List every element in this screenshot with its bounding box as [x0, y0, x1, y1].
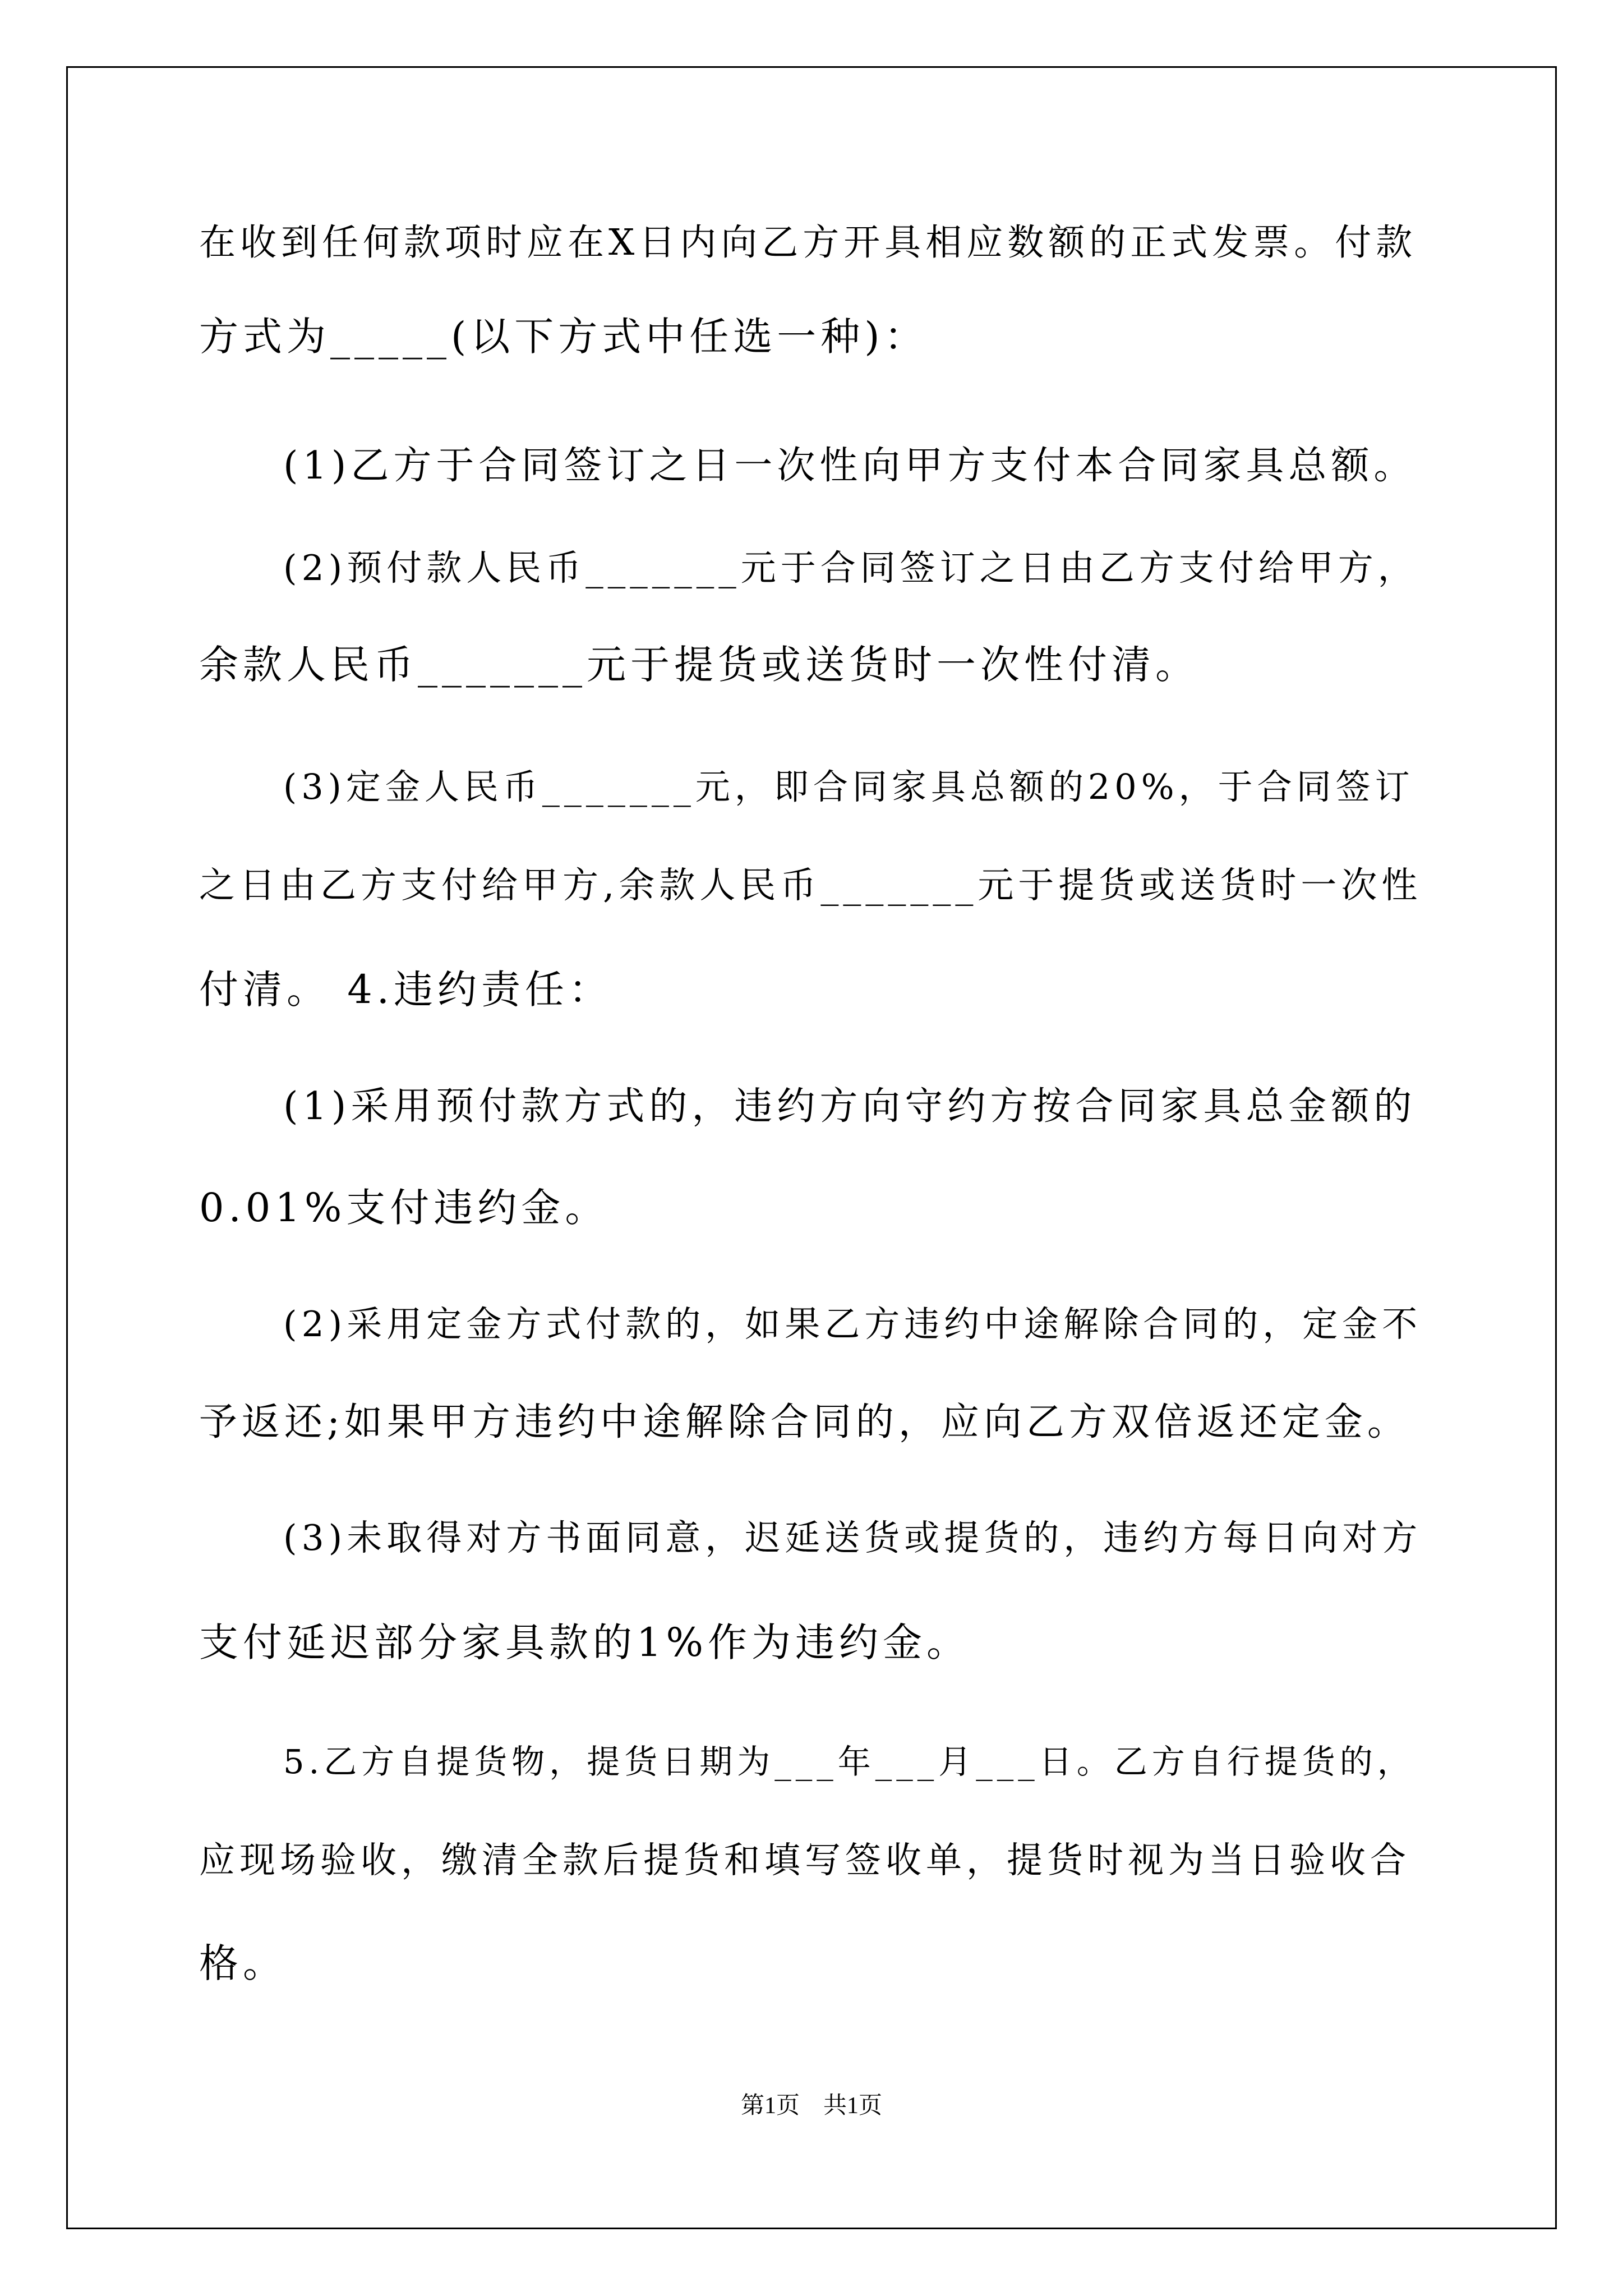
page-border [66, 66, 1557, 2229]
text-line: 余款人民币_______元于提货或送货时一次性付清。 [199, 642, 1199, 688]
text-line: 格。 [199, 1940, 287, 1986]
text-line: (2)采用定金方式付款的，如果乙方违约中途解除合同的，定金不 [283, 1304, 1422, 1345]
text-line: 应现场验收，缴清全款后提货和填写签收单，提货时视为当日验收合 [199, 1840, 1410, 1881]
text-line: 5.乙方自提货物，提货日期为___年___月___日。乙方自行提货的， [283, 1742, 1415, 1781]
text-line: (2)预付款人民币_______元于合同签订之日由乙方支付给甲方， [283, 547, 1418, 588]
text-line: (1)采用预付款方式的，违约方向守约方按合同家具总金额的 [283, 1084, 1417, 1129]
text-line: 付清。 4.违约责任： [199, 967, 613, 1013]
text-line: 0.01%支付违约金。 [199, 1185, 609, 1231]
text-line: (3)未取得对方书面同意，迟延送货或提货的，违约方每日向对方 [283, 1517, 1422, 1558]
text-line: 支付延迟部分家具款的1%作为违约金。 [199, 1619, 971, 1665]
text-line: (3)定金人民币_______元，即合同家具总额的20%，于合同签订 [283, 766, 1414, 807]
text-line: 之日由乙方支付给甲方,余款人民币_______元于提货或送货时一次性 [199, 865, 1422, 907]
text-line: 在收到任何款项时应在X日内向乙方开具相应数额的正式发票。付款 [199, 222, 1417, 264]
text-line: 方式为_____(以下方式中任选一种)： [199, 314, 928, 360]
page-number: 第1页 共1页 [740, 2093, 882, 2119]
text-line: (1)乙方于合同签订之日一次性向甲方支付本合同家具总额。 [283, 444, 1417, 488]
text-line: 予返还;如果甲方违约中途解除合同的，应向乙方双倍返还定金。 [199, 1400, 1410, 1444]
